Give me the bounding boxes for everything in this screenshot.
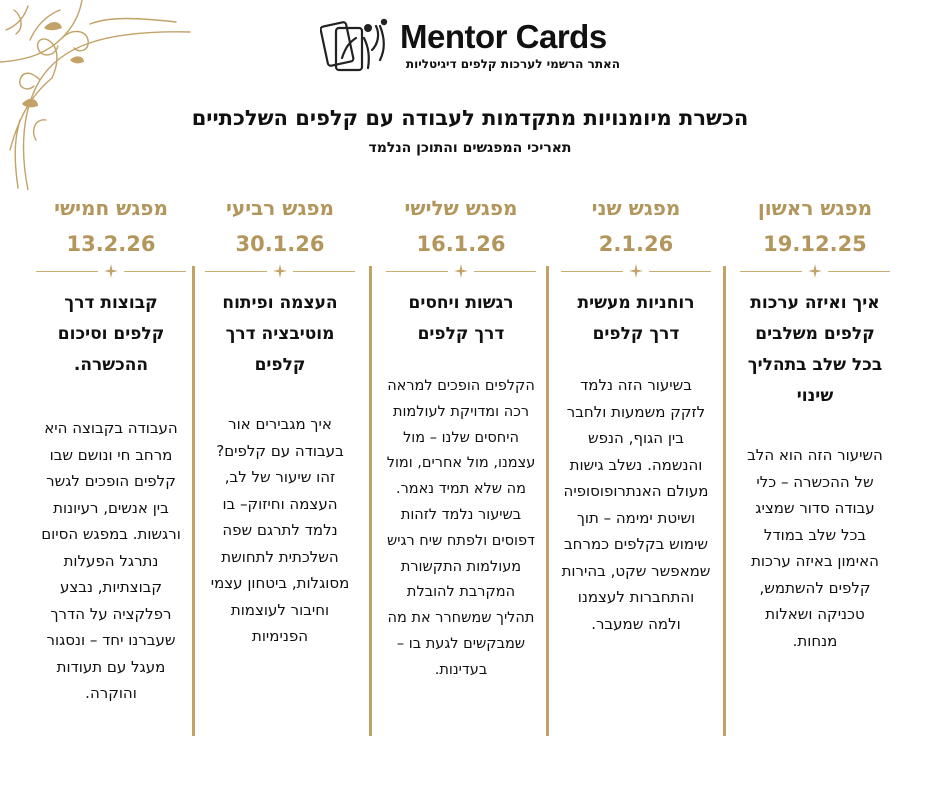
logo-subtitle: האתר הרשמי לערכות קלפים דיגיטליות bbox=[405, 57, 620, 71]
sparkle-icon bbox=[454, 264, 468, 278]
session-title: רוחניות מעשית דרך קלפים bbox=[577, 293, 695, 344]
logo-title: Mentor Cards bbox=[400, 18, 607, 55]
column-separator bbox=[723, 266, 726, 736]
ornament-divider bbox=[205, 264, 355, 278]
session-column-3 bbox=[386, 196, 536, 684]
session-label: מפגש שני bbox=[591, 196, 681, 220]
corner-flourish-ornament bbox=[0, 0, 200, 190]
session-column-1 bbox=[740, 196, 890, 654]
sparkle-icon bbox=[629, 264, 643, 278]
page-subtitle: תאריכי המפגשים והתוכן הנלמד bbox=[368, 140, 572, 156]
session-description: בשיעור הזה נלמד לזקק משמעות ולחבר בין הגוף, הנפש והנשמה. נשלב גישות מעולם האנתרופוסופיה ושיטת ימימה – תוך שימוש בקלפים כמרחב שמאפשר שקט, בהירות והתחברות לעצמנו ולמה שמעבר. bbox=[561, 376, 711, 633]
session-column-5 bbox=[36, 196, 186, 707]
session-description: הקלפים הופכים למראה רכה ומדויקת לעולמות היחסים שלנו – מול עצמנו, מול אחרים, ומול מה שלא תמיד נאמר. בשיעור נלמד לזהות דפוסים ולפתח שיח רגיש מעולמות התקשורת המקרבת להובלת תהליך שמשחרר את מה שמבקשים לגעת בו – בעדינות. bbox=[386, 378, 536, 678]
session-column-4 bbox=[205, 196, 355, 650]
ornament-divider bbox=[36, 264, 186, 278]
session-date: 13.2.26 bbox=[66, 232, 156, 256]
ornament-divider bbox=[740, 264, 890, 278]
logo bbox=[320, 14, 630, 76]
session-date: 16.1.26 bbox=[416, 232, 506, 256]
session-date: 30.1.26 bbox=[235, 232, 325, 256]
sparkle-icon bbox=[104, 264, 118, 278]
cards-person-icon bbox=[320, 16, 392, 78]
page-title: הכשרת מיומנויות מתקדמות לעבודה עם קלפים השלכתיים bbox=[191, 106, 749, 130]
ornament-divider bbox=[561, 264, 711, 278]
column-separator bbox=[369, 266, 372, 736]
session-label: מפגש רביעי bbox=[225, 196, 335, 220]
column-separator bbox=[546, 266, 549, 736]
session-column-2 bbox=[561, 196, 711, 637]
sparkle-icon bbox=[273, 264, 287, 278]
session-label: מפגש שלישי bbox=[404, 196, 518, 220]
session-title: קבוצות דרך קלפים וסיכום ההכשרה. bbox=[57, 293, 165, 375]
sparkle-icon bbox=[808, 264, 822, 278]
session-date: 2.1.26 bbox=[598, 232, 674, 256]
session-description: איך מגבירים אור בעבודה עם קלפים? זהו שיעור של לב, העצמה וחיזוק– בו נלמד לתרגם שפה השלכתית לתחושת מסוגלות, ביטחון עצמי וחיבור לעוצמות הפנימיות bbox=[210, 415, 350, 645]
column-separator bbox=[192, 266, 195, 736]
session-title: העצמה ופיתוח מוטיבציה דרך קלפים bbox=[222, 293, 338, 375]
session-description: העבודה בקבוצה היא מרחב חי ונושם שבו קלפים הופכים לגשר בין אנשים, רעיונות ורגשות. במפגש הסיום נתרגל הפעלות קבוצתיות, נבצע רפלקציה על הדרך שעברנו יחד – ונסגור מעגל עם תעודות והוקרה. bbox=[41, 419, 181, 702]
session-title: איך ואיזה ערכות קלפים משלבים בכל שלב בתהליך שינוי bbox=[747, 293, 883, 406]
session-date: 19.12.25 bbox=[763, 232, 867, 256]
session-label: מפגש חמישי bbox=[54, 196, 168, 220]
ornament-divider bbox=[386, 264, 536, 278]
session-label: מפגש ראשון bbox=[757, 196, 873, 220]
session-description: השיעור הזה הוא הלב של ההכשרה – כלי עבודה סדור שמציג בכל שלב במודל האימון באיזה ערכות קלפים להשתמש, טכניקה ושאלות מנחות. bbox=[747, 446, 883, 650]
session-title: רגשות ויחסים דרך קלפים bbox=[408, 293, 514, 344]
